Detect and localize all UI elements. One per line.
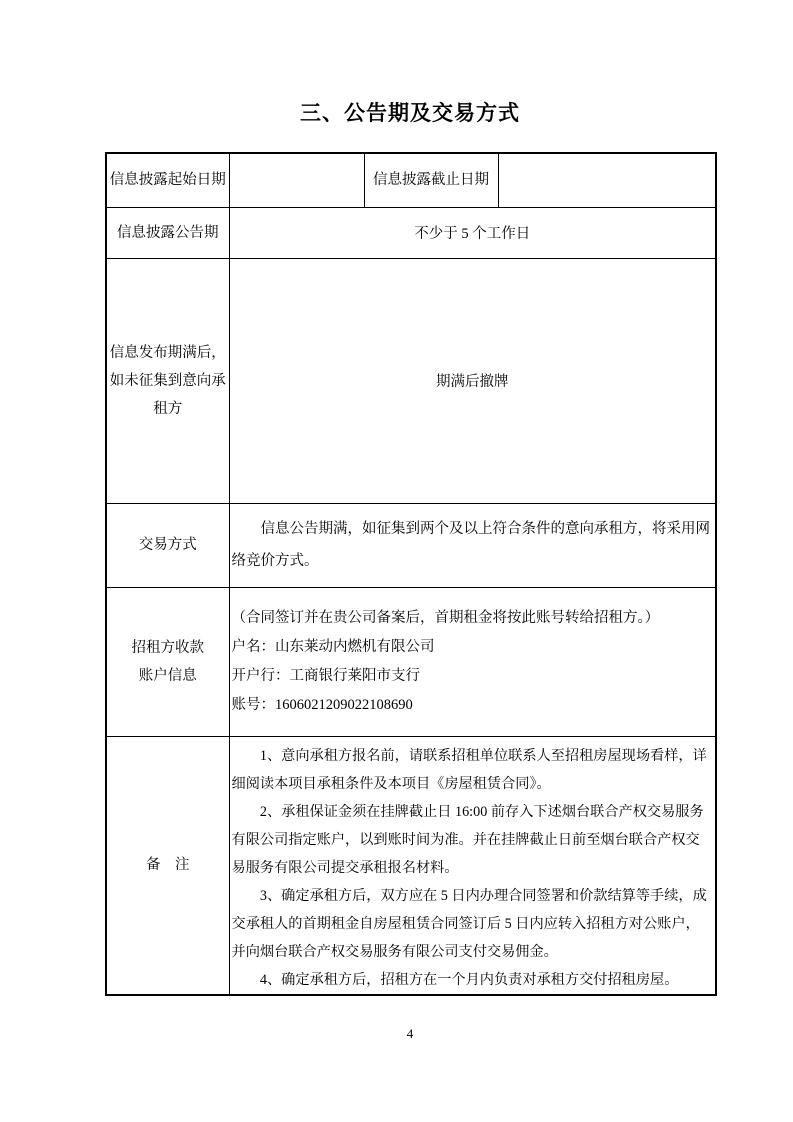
cell-expiry-no-tenant-value: 期满后撤牌	[229, 258, 716, 503]
table-row-expiry-no-tenant	[106, 258, 716, 503]
payee-account-name: 户名：山东莱动内燃机有限公司	[231, 638, 435, 655]
cell-disclosure-end-label: 信息披露截止日期	[364, 153, 498, 207]
table-row-announcement-period	[106, 207, 716, 258]
cell-remarks-value	[229, 736, 716, 995]
remark-item-2: 2、承租保证金须在挂牌截止日 16:00 前存入下述烟台联合产权交易服务有限公司指定账户，以到账时间为准。并在挂牌截止日前至烟台联合产权交易服务有限公司提交承租报名材料。	[231, 803, 704, 876]
label-line: 账户信息	[138, 667, 197, 684]
label-line: 如未征集到意向承	[109, 372, 226, 389]
cell-payee-account-value	[229, 587, 716, 736]
cell-payee-account-label	[106, 587, 229, 736]
cell-disclosure-start-value	[229, 153, 364, 207]
cell-disclosure-start-label: 信息披露起始日期	[106, 153, 229, 207]
cell-remarks-label: 备 注	[106, 736, 229, 995]
table-row-transaction-method	[106, 503, 716, 587]
cell-disclosure-end-value	[498, 153, 716, 207]
payee-account-number: 账号：1606021209022108690	[231, 696, 413, 713]
label-line: 招租方收款	[131, 639, 204, 656]
payee-account-bank: 开户行：工商银行莱阳市支行	[231, 667, 420, 684]
cell-transaction-method-value	[229, 503, 716, 587]
announcement-table	[105, 152, 717, 996]
cell-announcement-period-label: 信息披露公告期	[106, 207, 229, 258]
label-line: 租方	[153, 400, 183, 417]
transaction-method-text: 信息公告期满，如征集到两个及以上符合条件的意向承租方，将采用网络竞价方式。	[231, 521, 710, 569]
table-row-disclosure-dates	[106, 153, 716, 207]
page-title: 三、公告期及交易方式	[300, 101, 520, 125]
remark-item-1: 1、意向承租方报名前，请联系招租单位联系人至招租房屋现场看样，详细阅读本项目承租条件及本项目《房屋租赁合同》。	[231, 747, 707, 792]
cell-transaction-method-label: 交易方式	[106, 503, 229, 587]
table-row-remarks	[106, 736, 716, 995]
page-number: 4	[406, 1026, 414, 1041]
remark-item-3: 3、确定承租方后，双方应在 5 日内办理合同签署和价款结算等手续，成交承租人的首期租金自房屋租赁合同签订后 5 日内应转入招租方对公账户，并向烟台联合产权交易服务有限公司支付交易佣金。	[231, 887, 707, 960]
table-row-payee-account	[106, 587, 716, 736]
label-line: 信息发布期满后，	[109, 344, 226, 361]
cell-expiry-no-tenant-label	[106, 258, 229, 503]
cell-announcement-period-value: 不少于 5 个工作日	[229, 207, 716, 258]
remark-item-4: 4、确定承租方后，招租方在一个月内负责对承租方交付招租房屋。	[259, 971, 679, 988]
payee-account-note: （合同签订并在贵公司备案后，首期租金将按此账号转给招租方。）	[231, 609, 660, 626]
